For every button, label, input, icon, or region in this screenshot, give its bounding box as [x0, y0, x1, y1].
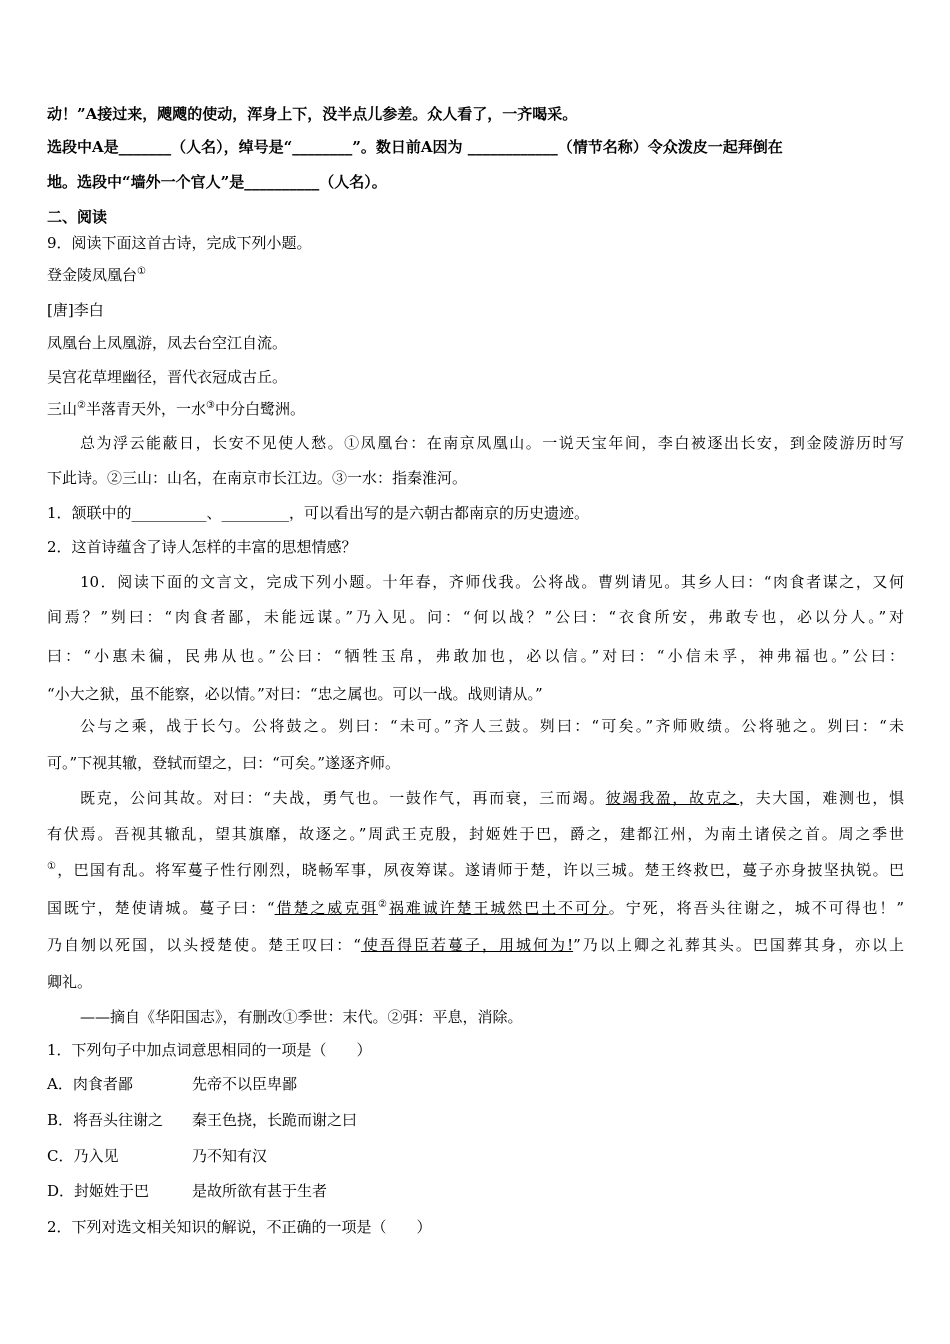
- poem-title: 登金陵凤凰台①: [47, 266, 146, 284]
- poem-line-1: 凤凰台上凤凰游，凤去台空江自流。: [47, 334, 288, 352]
- q10-line-7: 既克，公问其故。对曰：“夫战，勇气也。一鼓作气，再而衰，三而竭。彼竭我盈，故克之，夫大国，难测也，惧: [80, 789, 904, 807]
- q9-sub-1: 1．颔联中的__________、_________，可以看出写的是六朝古都南京的历史遗迹。: [47, 504, 590, 522]
- q10-line-8: 有伏焉。吾视其辙乱，望其旗靡，故逐之。”周武王克殷，封姬姓于巴，爵之，建都江州，为南土诸侯之首。周之季世: [47, 825, 904, 843]
- q8-line-3: 地。选段中“墙外一个官人”是__________（人名）。: [47, 173, 387, 191]
- q10-sub-2: 2．下列对选文相关知识的解说，不正确的一项是（ ）: [47, 1218, 432, 1236]
- poem-line-2: 吴宫花草埋幽径，晋代衣冠成古丘。: [47, 368, 288, 386]
- poem-line-4: 总为浮云能蔽日，长安不见使人愁。①凤凰台：在南京凤凰山。一说天宝年间，李白被逐出长安，到金陵游历时写: [80, 434, 904, 452]
- footnote-mark: ②: [77, 400, 86, 411]
- q10-line-2: 间焉？”刿曰：“肉食者鄙，未能远谋。”乃入见。问：“何以战？”公曰：“衣食所安，弗敢专也，必以分人。”对: [47, 608, 904, 626]
- q10-line-10: 国既宁，楚使请城。蔓子曰：“借楚之威克弭②祸难诚许楚王城然巴土不可分。宁死，将吾头往谢之，城不可得也！”: [47, 899, 905, 917]
- q10-line-4: “小大之狱，虽不能察，必以情。”对曰：“忠之属也。可以一战。战则请从。”: [47, 685, 543, 703]
- option-b: B．将吾头往谢之 秦王色挠，长跪而谢之曰: [47, 1111, 358, 1129]
- q10-line-5: 公与之乘，战于长勺。公将鼓之。刿曰：“未可。”齐人三鼓。刿曰：“可矣。”齐师败绩。公将驰之。刿曰：“未: [80, 717, 904, 735]
- underlined-sentence: 祸难诚许楚王城然巴土不可分: [388, 899, 609, 917]
- q10-line-3: 曰：“小惠未徧，民弗从也。”公曰：“牺牲玉帛，弗敢加也，必以信。”对曰：“小信未孚，神弗福也。”公曰：: [47, 647, 904, 665]
- poem-line-3: 三山②半落青天外，一水③中分白鹭洲。: [47, 400, 305, 418]
- footnote-mark: ①: [47, 861, 58, 872]
- option-a: A．肉食者鄙 先帝不以臣卑鄙: [47, 1075, 298, 1093]
- poem-notes: 下此诗。②三山：山名，在南京市长江边。③一水：指秦淮河。: [47, 469, 468, 487]
- q10-line-11: 乃自刎以死国，以头授楚使。楚王叹曰：“使吾得臣若蔓子，用城何为!”乃以上卿之礼葬其头。巴国葬其身，亦以上: [47, 936, 905, 954]
- q8-line-1: 动！”A接过来，飕飕的使动，浑身上下，没半点儿参差。众人看了，一齐喝采。: [47, 105, 578, 123]
- q10-line-1: 10．阅读下面的文言文，完成下列小题。十年春，齐师伐我。公将战。曹刿请见。其乡人曰：“肉食者谋之，又何: [80, 573, 904, 591]
- underlined-sentence: 彼竭我盈，故克之: [605, 789, 740, 807]
- q9-intro: 9．阅读下面这首古诗，完成下列小题。: [47, 234, 312, 252]
- q9-sub-2: 2．这首诗蕴含了诗人怎样的丰富的思想情感？: [47, 538, 357, 556]
- poem-author: [唐]李白: [47, 301, 104, 319]
- q10-line-9: ①，巴国有乱。将军蔓子性行刚烈，晓畅军事，夙夜筹谋。遂请师于楚，许以三城。楚王终救巴，蔓子亦身披坚执锐。巴: [47, 861, 904, 879]
- footnote-mark: ①: [137, 266, 146, 277]
- underlined-sentence: 使吾得臣若蔓子，用城何为!: [360, 936, 574, 954]
- underlined-sentence: 借楚之威克弭: [274, 899, 378, 917]
- footnote-mark: ③: [206, 400, 215, 411]
- q8-line-2: 选段中A是_______（人名），绰号是“________”。数日前A因为 ____________（情节名称）令众泼皮一起拜倒在: [47, 138, 783, 156]
- option-d: D．封姬姓于巴 是故所欲有甚于生者: [47, 1182, 328, 1200]
- q10-line-6: 可。”下视其辙，登轼而望之，曰：“可矣。”遂逐齐师。: [47, 754, 401, 772]
- option-c: C．乃入见 乃不知有汉: [47, 1147, 268, 1165]
- footnote-mark: ②: [377, 899, 389, 910]
- section-title: 二、阅读: [47, 208, 108, 226]
- q10-sub-1: 1．下列句子中加点词意思相同的一项是（ ）: [47, 1041, 372, 1059]
- q10-source: ——摘自《华阳国志》，有删改①季世：末代。②弭：平息，消除。: [80, 1008, 523, 1026]
- q10-line-12: 卿礼。: [47, 973, 93, 991]
